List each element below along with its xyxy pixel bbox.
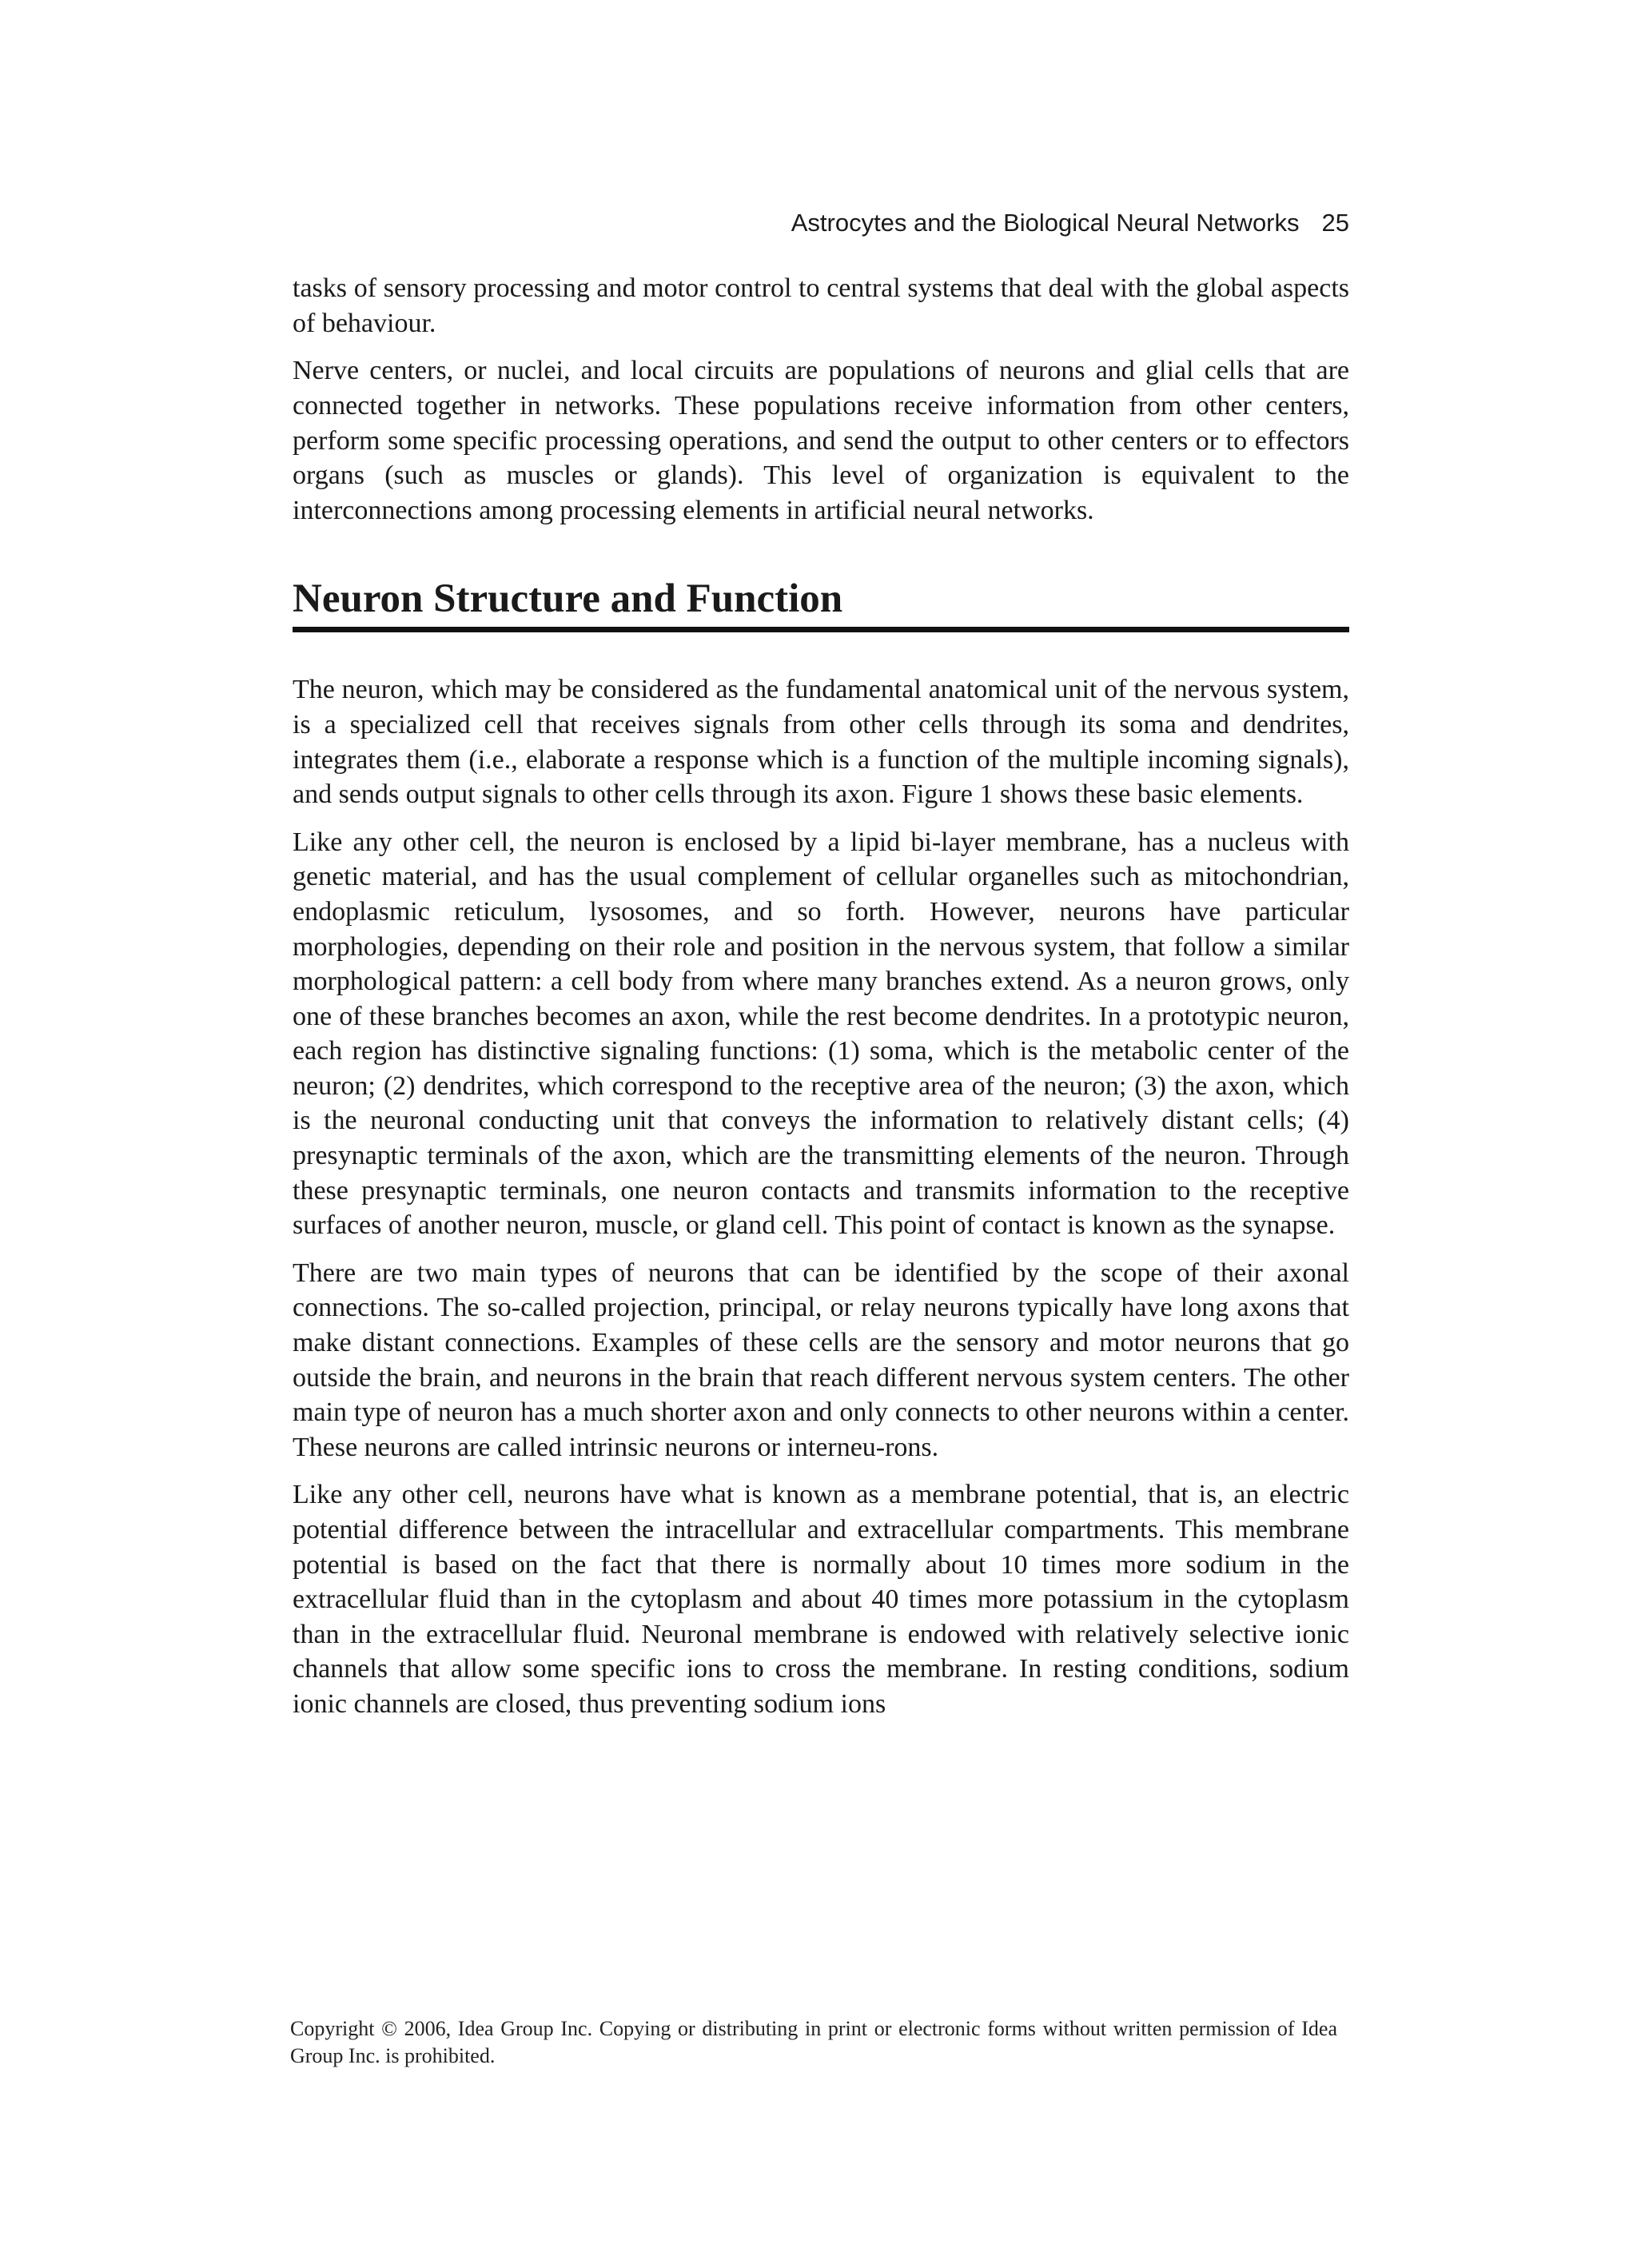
paragraph-neuron-types: There are two main types of neurons that can be identified by the scope of their axonal connections. The so-called projection, principal, or relay neurons typically have long axons that make distant connections. Examples of these cells are the sensory and motor neurons that go outside the brain, and neurons in the brain that reach different nervous system centers. The other main type of neuron has a much shorter axon and only connects to other neurons within a center. These neurons are called intrinsic neurons or interneu-rons. xyxy=(293,1258,1349,1462)
running-head xyxy=(293,208,1349,237)
page-content xyxy=(293,208,1349,1735)
paragraph-neuron-definition: The neuron, which may be considered as the fundamental anatomical unit of the nervous system, is a specialized cell that receives signals from other cells through its soma and dendrites, integrates them (i.e., elaborate a response which is a function of the multiple incoming signals), and sends output signals to other cells through its axon. Figure 1 shows these basic elements. xyxy=(293,675,1349,810)
section-heading: Neuron Structure and Function xyxy=(293,576,843,622)
heading-rule xyxy=(293,627,1349,632)
paragraph-neuron-morphology: Like any other cell, the neuron is enclosed by a lipid bi-layer membrane, has a nucleus with genetic material, and has the usual complement of cellular organelles such as mitochondrian, endoplasmic reticulum, lysosomes, and so forth. However, neurons have particular morphologies, depending on their role and position in the nervous system, that follow a similar morphological pattern: a cell body from where many branches extend. As a neuron grows, only one of these branches becomes an axon, while the rest become dendrites. In a prototypic neuron, each region has distinctive signaling functions: (1) soma, which is the metabolic center of the neuron; (2) dendrites, which correspond to the receptive area of the neuron; (3) the axon, which is the neuronal conducting unit that conveys the information to relatively distant cells; (4) presynaptic terminals of the axon, which are the transmitting elements of the neuron. Through these presynaptic terminals, one neuron contacts and transmits information to the receptive surfaces of another neuron, muscle, or gland cell. This point of contact is known as the synapse. xyxy=(293,827,1349,1241)
paragraph-intro-1: tasks of sensory processing and motor control to central systems that deal with the global aspects of behaviour. xyxy=(293,273,1349,338)
running-head-title: Astrocytes and the Biological Neural Networks xyxy=(791,209,1300,237)
paragraph-membrane-potential: Like any other cell, neurons have what is known as a membrane potential, that is, an electric potential difference between the intracellular and extracellular compartments. This membrane potential is based on the fact that there is normally about 10 times more sodium in the extracellular fluid than in the cytoplasm and about 40 times more potassium in the cytoplasm than in the extracellular fluid. Neuronal membrane is endowed with relatively selective ionic channels that allow some specific ions to cross the membrane. In resting conditions, sodium ionic channels are closed, thus preventing sodium ions xyxy=(293,1480,1349,1719)
page-number: 25 xyxy=(1321,209,1349,237)
copyright-notice: Copyright © 2006, Idea Group Inc. Copying or distributing in print or electronic forms without written permission of Idea Group Inc. is prohibited. xyxy=(290,2017,1337,2067)
paragraph-intro-2: Nerve centers, or nuclei, and local circuits are populations of neurons and glial cells that are connected together in networks. These populations receive information from other centers, perform some specific processing operations, and send the output to other centers or to effectors organs (such as muscles or glands). This level of organization is equivalent to the interconnections among processing elements in artificial neural networks. xyxy=(293,356,1349,525)
